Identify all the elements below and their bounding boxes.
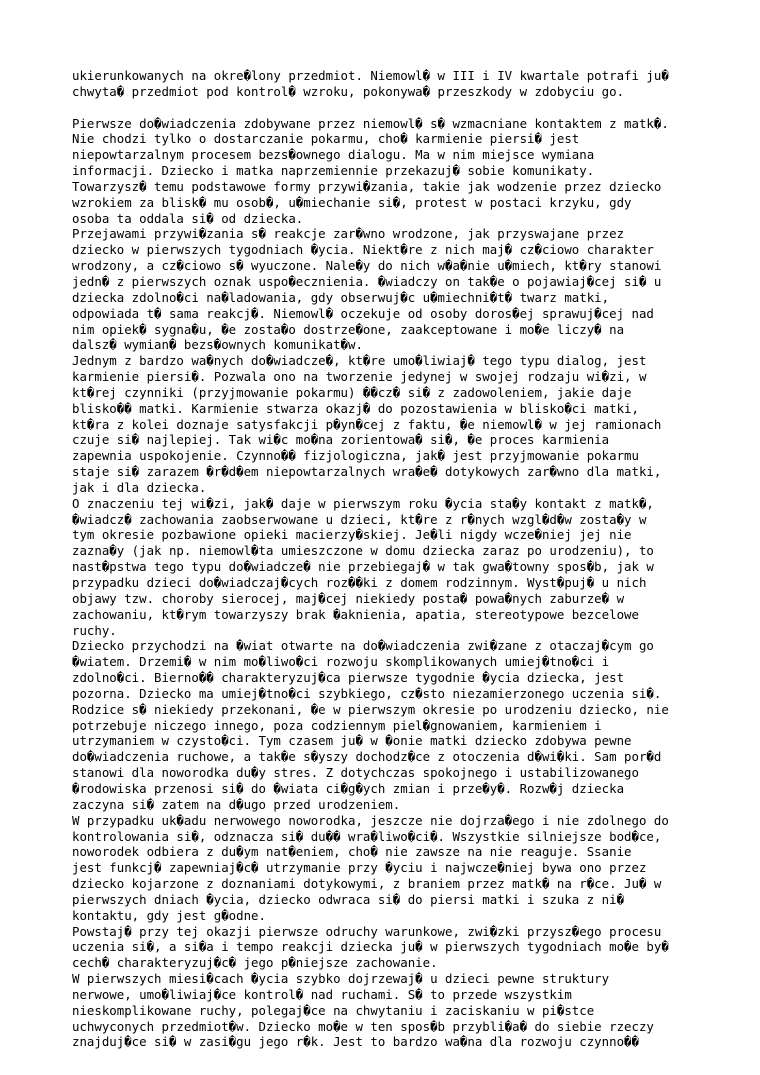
text-line: utrzymaniem w czysto�ci. Tym czasem ju� w �onie matki dziecko zdobywa pewne: [72, 733, 632, 749]
text-line: jedn� z pierwszych oznak uspo�ecznienia. �wiadczy on tak�e o pojawiaj�cej si� u: [72, 273, 662, 289]
text-line: noworodek odbiera z du�ym nat�eniem, cho� nie zawsze na nie reaguje. Ssanie: [72, 844, 632, 860]
text-line: dziecko kojarzone z doznaniami dotykowymi, z braniem przez matk� na r�ce. Ju� w: [72, 876, 662, 892]
text-line: objawy tzw. choroby sierocej, maj�cej niekiedy posta� powa�nych zaburze� w: [72, 590, 625, 606]
document-text: [72, 68, 712, 1050]
text-line: �rodowiska przenosi si� do �wiata ci�g�ych zmian i prze�y�. Rozw�j dziecka: [72, 780, 625, 796]
text-line: blisko�� matki. Karmienie stwarza okazj� do pozostawienia w blisko�ci matki,: [72, 400, 639, 416]
text-line: zapewnia uspokojenie. Czynno�� fizjologiczna, jak� jest przyjmowanie pokarmu: [72, 448, 639, 464]
text-line: potrzebuje niczego innego, poza codziennym piel�gnowaniem, karmieniem i: [72, 717, 602, 733]
blank-line: [72, 100, 712, 116]
text-line: Powstaj� przy tej okazji pierwsze odruchy warunkowe, zwi�zki przysz�ego procesu: [72, 923, 662, 939]
text-line: osoba ta oddala si� od dziecka.: [72, 210, 304, 226]
text-line: Rodzice s� niekiedy przekonani, �e w pierwszym okresie po urodzeniu dziecko, nie: [72, 701, 669, 717]
text-line: chwyta� przedmiot pod kontrol� wzroku, pokonywa� przeszkody w zdobyciu go.: [72, 83, 625, 99]
text-line: �wiatem. Drzemi� w nim mo�liwo�ci rozwoju skomplikowanych umiej�tno�ci i: [72, 654, 610, 670]
text-line: niepowtarzalnym procesem bezs�ownego dialogu. Ma w nim miejsce wymiana: [72, 147, 595, 163]
text-line: Przejawami przywi�zania s� reakcje zar�wno wrodzone, jak przyswajane przez: [72, 226, 625, 242]
text-line: zaczyna si� zatem na d�ugo przed urodzeniem.: [72, 796, 401, 812]
text-line: wrodzony, a cz�ciowo s� wyuczone. Nale�y do nich w�a�nie u�miech, kt�ry stanowi: [72, 258, 662, 274]
text-line: Pierwsze do�wiadczenia zdobywane przez niemowl� s� wzmacniane kontaktem z matk�.: [72, 115, 669, 131]
text-line: karmienie piersi�. Pozwala ono na tworzenie jedynej w swojej rodzaju wi�zi, w: [72, 369, 647, 385]
text-line: kontrolowania si�, odznacza si� du�� wra�liwo�ci�. Wszystkie silniejsze bod�ce,: [72, 828, 662, 844]
text-line: W przypadku uk�adu nerwowego noworodka, jeszcze nie dojrza�ego i nie zdolnego do: [72, 812, 669, 828]
text-line: informacji. Dziecko i matka naprzemiennie przekazuj� sobie komunikaty.: [72, 163, 595, 179]
text-line: tym okresie pozbawione opieki macierzy�skiej. Je�li nigdy wcze�niej jej nie: [72, 527, 632, 543]
text-line: wzrokiem za blisk� mu osob�, u�miechanie si�, protest w postaci krzyku, gdy: [72, 194, 632, 210]
text-line: znajduj�ce si� w zasi�gu jego r�k. Jest to bardzo wa�na dla rozwoju czynno��: [72, 1034, 639, 1050]
text-line: nerwowe, umo�liwiaj�ce kontrol� nad ruchami. S� to przede wszystkim: [72, 986, 572, 1002]
text-line: uchwyconych przedmiot�w. Dziecko mo�e w ten spos�b przybli�a� do siebie rzeczy: [72, 1018, 654, 1034]
text-line: nast�pstwa tego typu do�wiadcze� nie przebiegaj� w tak gwa�towny spos�b, jak w: [72, 559, 654, 575]
text-line: dalsz� wymian� bezs�ownych komunikat�w.: [72, 337, 363, 353]
text-line: Towarzysz� temu podstawowe formy przywi�zania, takie jak wodzenie przez dziecko: [72, 178, 662, 194]
text-line: przypadku dzieci do�wiadczaj�cych roz��ki z domem rodzinnym. Wyst�puj� u nich: [72, 575, 647, 590]
text-line: zdolno�ci. Bierno�� charakteryzuj�ca pierwsze tygodnie �ycia dziecka, jest: [72, 670, 625, 686]
text-line: ruchy.: [72, 622, 117, 638]
text-line: uczenia si�, a si�a i tempo reakcji dziecka ju� w pierwszych tygodniach mo�e by�: [72, 939, 669, 955]
text-line: Nie chodzi tylko o dostarczanie pokarmu, cho� karmienie piersi� jest: [72, 131, 580, 147]
text-line: zazna�y (jak np. niemowl�ta umieszczone w domu dziecka zaraz po urodzeniu), to: [72, 543, 654, 559]
text-line: Jednym z bardzo wa�nych do�wiadcze�, kt�re umo�liwiaj� tego typu dialog, jest: [72, 353, 647, 369]
text-line: kt�ra z kolei doznaje satysfakcji p�yn�cej z faktu, �e niemowl� w jej ramionach: [72, 416, 662, 432]
text-line: czuje si� najlepiej. Tak wi�c mo�na zorientowa� si�, �e proces karmienia: [72, 432, 610, 448]
text-line: staje si� zarazem �r�d�em niepowtarzalnych wra�e� dotykowych zar�wno dla matki,: [72, 464, 662, 480]
text-line: kontaktu, gdy jest g�odne.: [72, 907, 266, 923]
text-line: nieskomplikowane ruchy, polegaj�ce na chwytaniu i zaciskaniu w pi�stce: [72, 1002, 595, 1018]
text-line: dziecka zdolno�ci na�ladowania, gdy obserwuj�c u�miechni�t� twarz matki,: [72, 289, 610, 305]
text-line: zachowaniu, kt�rym towarzyszy brak �aknienia, apatia, stereotypowe bezcelowe: [72, 606, 639, 622]
text-line: do�wiadczenia ruchowe, a tak�e s�yszy dochodz�ce z otoczenia d�wi�ki. Sam por�d: [72, 749, 662, 765]
text-line: W pierwszych miesi�cach �ycia szybko dojrzewaj� u dzieci pewne struktury: [72, 971, 610, 987]
text-line: jak i dla dziecka.: [72, 479, 207, 495]
text-line: odpowiada t� sama reakcj�. Niemowl� oczekuje od osoby doros�ej sprawuj�cej nad: [72, 305, 654, 321]
text-line: �wiadcz� zachowania zaobserwowane u dzieci, kt�re z r�nych wzgl�d�w zosta�y w: [72, 511, 647, 527]
text-line: stanowi dla noworodka du�y stres. Z dotychczas spokojnego i ustabilizowanego: [72, 765, 639, 781]
text-line: O znaczeniu tej wi�zi, jak� daje w pierwszym roku �ycia sta�y kontakt z matk�,: [72, 495, 654, 511]
text-line: kt�rej czynniki (przyjmowanie pokarmu) ��cz� si� z zadowoleniem, jakie daje: [72, 384, 632, 400]
text-line: jest funkcj� zapewniaj�c� utrzymanie przy �yciu i najwcze�niej bywa ono przez: [72, 860, 647, 876]
text-line: nim opiek� sygna�u, �e zosta�o dostrze�one, zaakceptowane i mo�e liczy� na: [72, 321, 625, 337]
text-line: cech� charakteryzuj�c� jego p�niejsze zachowanie.: [72, 955, 438, 971]
text-line: pierwszych dniach �ycia, dziecko odwraca si� do piersi matki i szuka z ni�: [72, 891, 625, 907]
text-line: dziecko w pierwszych tygodniach �ycia. Niekt�re z nich maj� cz�ciowo charakter: [72, 242, 654, 258]
text-line: ukierunkowanych na okre�lony przedmiot. Niemowl� w III i IV kwartale potrafi ju�: [72, 68, 669, 83]
text-line: Dziecko przychodzi na �wiat otwarte na do�wiadczenia zwi�zane z otaczaj�cym go: [72, 638, 654, 654]
text-line: pozorna. Dziecko ma umiej�tno�ci szybkiego, cz�sto niezamierzonego uczenia si�.: [72, 685, 662, 701]
